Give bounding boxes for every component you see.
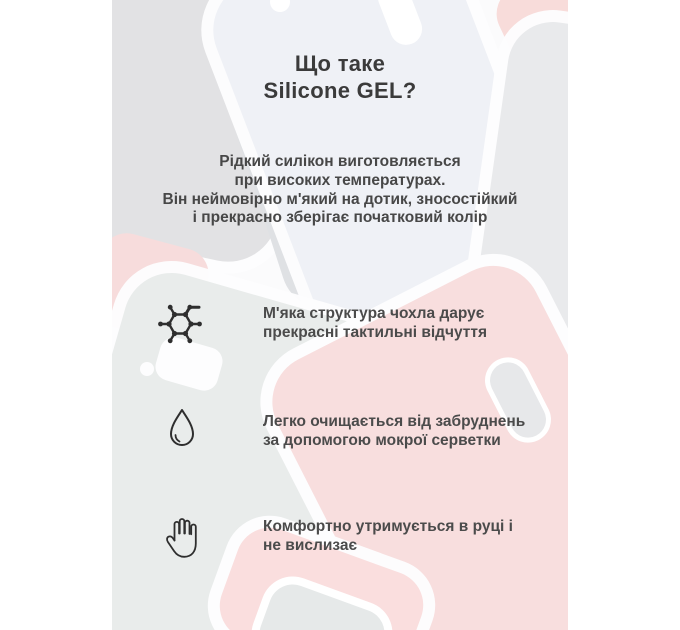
feature-text <box>263 304 487 342</box>
feature-text <box>263 412 525 450</box>
feature-text <box>263 517 513 555</box>
intro-line3: Він неймовірно м'який на дотик, зносостійкий <box>162 190 518 208</box>
feature-row-grip <box>158 509 560 563</box>
feature-line1: Легко очищається від забруднень <box>263 413 526 430</box>
infographic-content-area <box>112 0 568 630</box>
page-title-line1: Що таке <box>294 51 386 76</box>
intro-line4: і прекрасно зберігає початковий колір <box>192 209 488 227</box>
feature-line1: М'яка структура чохла дарує <box>263 305 485 322</box>
hand-icon <box>158 509 206 563</box>
feature-line2: за допомогою мокрої серветки <box>263 432 501 449</box>
intro-paragraph <box>112 153 568 228</box>
intro-line2: при високих температурах. <box>234 171 446 189</box>
feature-line2: не вислизає <box>263 537 358 554</box>
feature-line2: прекрасні тактильні відчуття <box>263 324 488 341</box>
feature-row-easy-clean <box>158 404 560 458</box>
camera-cutout-dot <box>140 362 154 376</box>
page-title <box>112 50 568 104</box>
intro-line1: Рідкий силікон виготовляється <box>219 153 461 170</box>
water-drop-icon <box>158 404 206 458</box>
molecule-icon <box>158 296 206 350</box>
feature-line1: Комфортно утримується в руці і <box>263 518 513 535</box>
page-title-line2: Silicone GEL? <box>263 78 417 103</box>
feature-row-soft-structure <box>158 296 560 350</box>
